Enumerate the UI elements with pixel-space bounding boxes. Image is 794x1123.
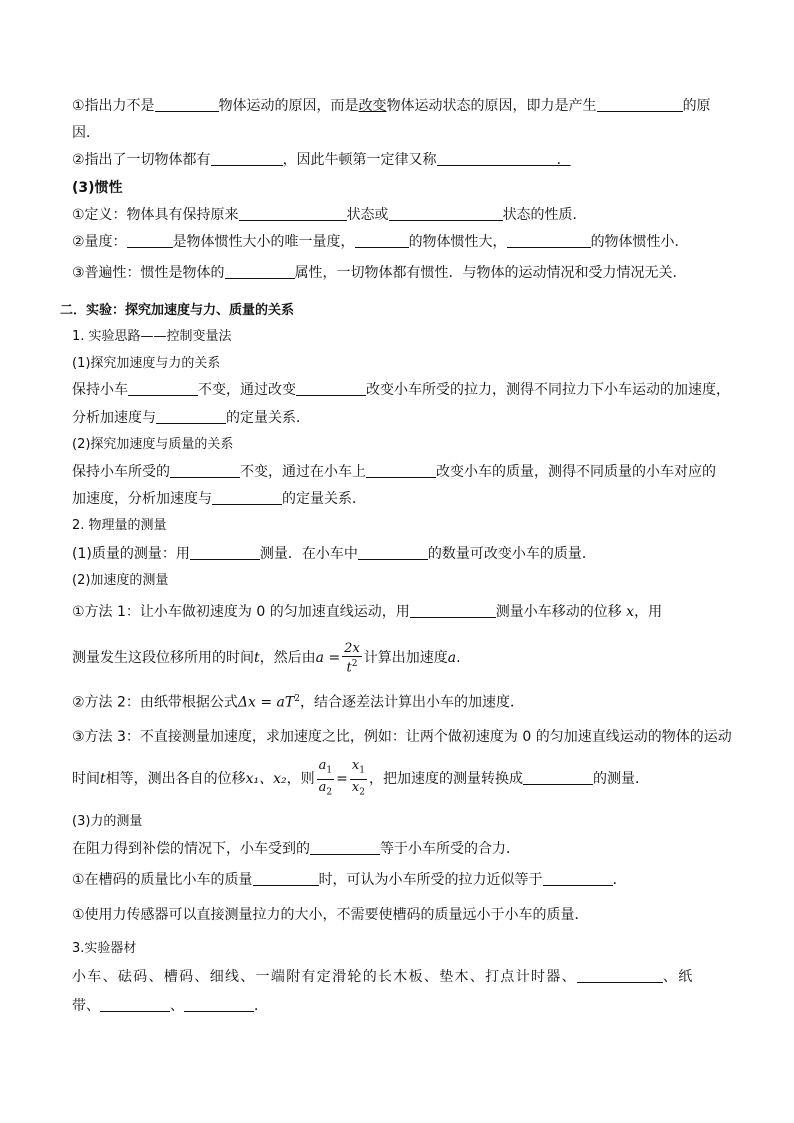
line-mass-measure: [72, 545, 596, 563]
subsection-2-2: [72, 572, 168, 590]
text: 保持小车: [72, 382, 128, 398]
text: (3)惯性: [72, 180, 123, 196]
ratio-x: [350, 758, 367, 800]
text: 的定量关系．: [282, 491, 366, 507]
blank-26[interactable]: [184, 997, 254, 1012]
numerator: 2x: [344, 640, 360, 656]
vars-x1-x2: x₁、x₂: [245, 771, 287, 788]
line-force-exp: [72, 381, 730, 399]
text: ①方法 1：让小车做初速度为 0 的匀加速直线运动，用: [72, 604, 410, 620]
text: 改变小车所受的拉力，测得不同拉力下小车运动的加速度，: [366, 382, 730, 398]
text: 等于小车所受的合力．: [380, 841, 520, 857]
blank-6[interactable]: [389, 206, 503, 221]
text: (2)探究加速度与质量的关系: [72, 437, 234, 452]
text: ，因此牛顿第一定律又称: [282, 152, 437, 168]
formula-delta-x: Δx = aT: [237, 694, 295, 711]
var-t: t: [254, 650, 260, 666]
text: 不变，通过改变: [198, 382, 296, 398]
text: 带、: [72, 998, 100, 1014]
blank-7[interactable]: [127, 233, 173, 248]
numerator: [350, 758, 367, 780]
text: 的数量可改变小车的质量．: [427, 546, 596, 562]
subsection-1: [72, 328, 232, 346]
blank-12[interactable]: [296, 381, 366, 396]
formula-fraction: [342, 641, 362, 675]
text: 不变，通过在小车上: [240, 464, 366, 480]
text: 加速度，分析加速度与: [72, 491, 212, 507]
text: (2)加速度的测量: [72, 573, 169, 588]
equals: =: [336, 771, 348, 788]
blank-24[interactable]: [577, 968, 663, 983]
text: a: [318, 779, 327, 795]
text: 时，可认为小车所受的拉力近似等于: [318, 872, 543, 888]
blank-20[interactable]: [523, 770, 593, 785]
line-force-sensor: [72, 906, 589, 924]
blank-23[interactable]: [543, 871, 613, 886]
text: ②指出了一切物体都有: [72, 152, 211, 168]
text: 属性，一切物体都有惯性．与物体的运动情况和受力情况无关．: [294, 265, 687, 281]
text: ，把加速度的测量转换成: [368, 771, 523, 788]
line-method-3: [72, 728, 732, 746]
text: ③方法 3：不直接测量加速度，求加速度之比，例如：让两个做初速度为 0 的匀加速直线运动的物体的运动: [72, 729, 732, 745]
ratio-a: [317, 758, 335, 800]
text: ①使用力传感器可以直接测量拉力的大小，不需要使槽码的质量远小于小车的质量．: [72, 907, 589, 923]
text: 二．实验：探究加速度与力、质量的关系: [60, 303, 295, 318]
blank-19[interactable]: [410, 603, 496, 618]
line-mass-exp-cont: [72, 490, 366, 508]
subscript: 2: [359, 787, 365, 798]
text: 物体运动状态的原因，即力是产生: [386, 98, 597, 114]
text: 、纸: [662, 969, 694, 985]
line-inertia-measure: [72, 233, 689, 251]
blank-18[interactable]: [358, 545, 428, 560]
text: a: [318, 758, 327, 773]
blank-13[interactable]: [156, 409, 226, 424]
text: 1. 实验思路——控制变量法: [72, 329, 232, 344]
text: ．: [254, 998, 268, 1014]
text: 分析加速度与: [72, 410, 156, 426]
exponent: 2: [351, 658, 358, 669]
text: 的原: [682, 98, 711, 114]
text: x: [351, 758, 360, 773]
blank-14[interactable]: [170, 463, 240, 478]
line-method-1: [72, 603, 662, 621]
text: 因．: [72, 125, 100, 141]
text: 的测量．: [592, 771, 649, 788]
var-a: a: [447, 650, 457, 666]
text: (1)质量的测量：用: [72, 546, 190, 562]
exponent: 2: [294, 694, 300, 704]
line-equipment-cont: [72, 997, 268, 1015]
subsection-1-1: [72, 355, 220, 373]
text: ①指出力不是: [72, 98, 155, 114]
text: 是物体惯性大小的唯一量度，: [172, 234, 355, 250]
text: 物体运动的原因，而是: [218, 98, 359, 114]
subsection-1-2: [72, 436, 233, 454]
subscript: 1: [359, 765, 365, 776]
text: 的物体惯性小．: [590, 234, 689, 250]
text: (1)探究加速度与力的关系: [72, 356, 221, 371]
text: x: [351, 779, 360, 795]
text: ，则: [286, 771, 315, 788]
subscript: 1: [326, 765, 333, 776]
text: 状态或: [346, 207, 389, 223]
text: ．: [556, 152, 571, 168]
text: 的物体惯性大，: [408, 234, 507, 250]
subsection-3: [72, 940, 136, 958]
text: 改变: [358, 98, 387, 114]
text: (3)力的测量: [72, 814, 143, 829]
denominator: [342, 657, 362, 675]
var-t: t: [100, 771, 106, 788]
line-inertia-law: [72, 151, 571, 169]
blank-21[interactable]: [310, 840, 380, 855]
text: 2. 物理量的测量: [72, 518, 167, 533]
heading-inertia: [72, 179, 123, 197]
text: 测量．在小车中: [259, 546, 358, 562]
subsection-2: [72, 517, 167, 535]
text: ②量度：: [72, 234, 127, 250]
text: .: [456, 650, 461, 666]
subsection-2-3: [72, 813, 142, 831]
subscript: 2: [326, 787, 333, 798]
text: 的定量关系．: [226, 410, 310, 426]
text: ②方法 2：由纸带根据公式: [72, 694, 238, 711]
line-inertia-def: [72, 206, 587, 224]
blank-11[interactable]: [128, 381, 198, 396]
blank-22[interactable]: [253, 871, 319, 886]
text: 3.实验器材: [72, 941, 137, 956]
text: 、: [170, 998, 184, 1014]
blank-1[interactable]: [155, 97, 219, 112]
numerator: [317, 758, 335, 780]
blank-4[interactable]: [437, 151, 557, 166]
denominator: [350, 780, 367, 801]
blank-9[interactable]: [507, 233, 591, 248]
blank-15[interactable]: [366, 463, 436, 478]
text: 计算出加速度: [363, 650, 448, 666]
line-force-measure: [72, 840, 520, 858]
text: 时间: [72, 771, 100, 788]
line-method-2: [72, 690, 524, 712]
text: 测量小车移动的位移: [495, 604, 622, 620]
text: 状态的性质．: [502, 207, 587, 223]
text: ①在槽码的质量比小车的质量: [72, 872, 253, 888]
text: ③普遍性：惯性是物体的: [72, 265, 225, 281]
blank-17[interactable]: [190, 545, 260, 560]
text: t: [346, 660, 352, 676]
line-force-exp-cont: [72, 409, 310, 427]
formula-a-eq: a =: [315, 650, 341, 666]
text: 测量发生这段位移所用的时间: [72, 650, 254, 666]
text: ，结合逐差法计算出小车的加速度．: [299, 694, 524, 711]
blank-25[interactable]: [100, 997, 170, 1012]
line-method-3-cont: [72, 758, 649, 798]
line-method-1-cont: [72, 638, 461, 678]
line-force-role-cont: [72, 124, 100, 142]
blank-2[interactable]: [597, 97, 683, 112]
line-inertia-universal: [72, 264, 687, 282]
text: ．: [612, 872, 627, 888]
text: ①定义：物体具有保持原来: [72, 207, 239, 223]
text: 改变小车的质量，测得不同质量的小车对应的: [436, 464, 716, 480]
text: ，然后由: [259, 650, 316, 666]
var-x: x: [626, 604, 635, 620]
denominator: [317, 780, 335, 801]
text: ，用: [634, 604, 663, 620]
line-mass-exp: [72, 463, 716, 481]
line-equipment: [72, 968, 694, 986]
text: 保持小车所受的: [72, 464, 170, 480]
text: 小车、砝码、槽码、细线、一端附有定滑轮的长木板、垫木、打点计时器、: [72, 969, 577, 985]
blank-16[interactable]: [212, 490, 282, 505]
blank-3[interactable]: [211, 151, 283, 166]
blank-8[interactable]: [355, 233, 409, 248]
text: 在阻力得到补偿的情况下，小车受到的: [72, 841, 310, 857]
line-force-approx: [72, 871, 627, 889]
blank-5[interactable]: [239, 206, 347, 221]
text: 相等，测出各自的位移: [105, 771, 246, 788]
line-force-role: [72, 97, 711, 115]
blank-10[interactable]: [225, 264, 295, 279]
section-2-title: [60, 302, 294, 320]
